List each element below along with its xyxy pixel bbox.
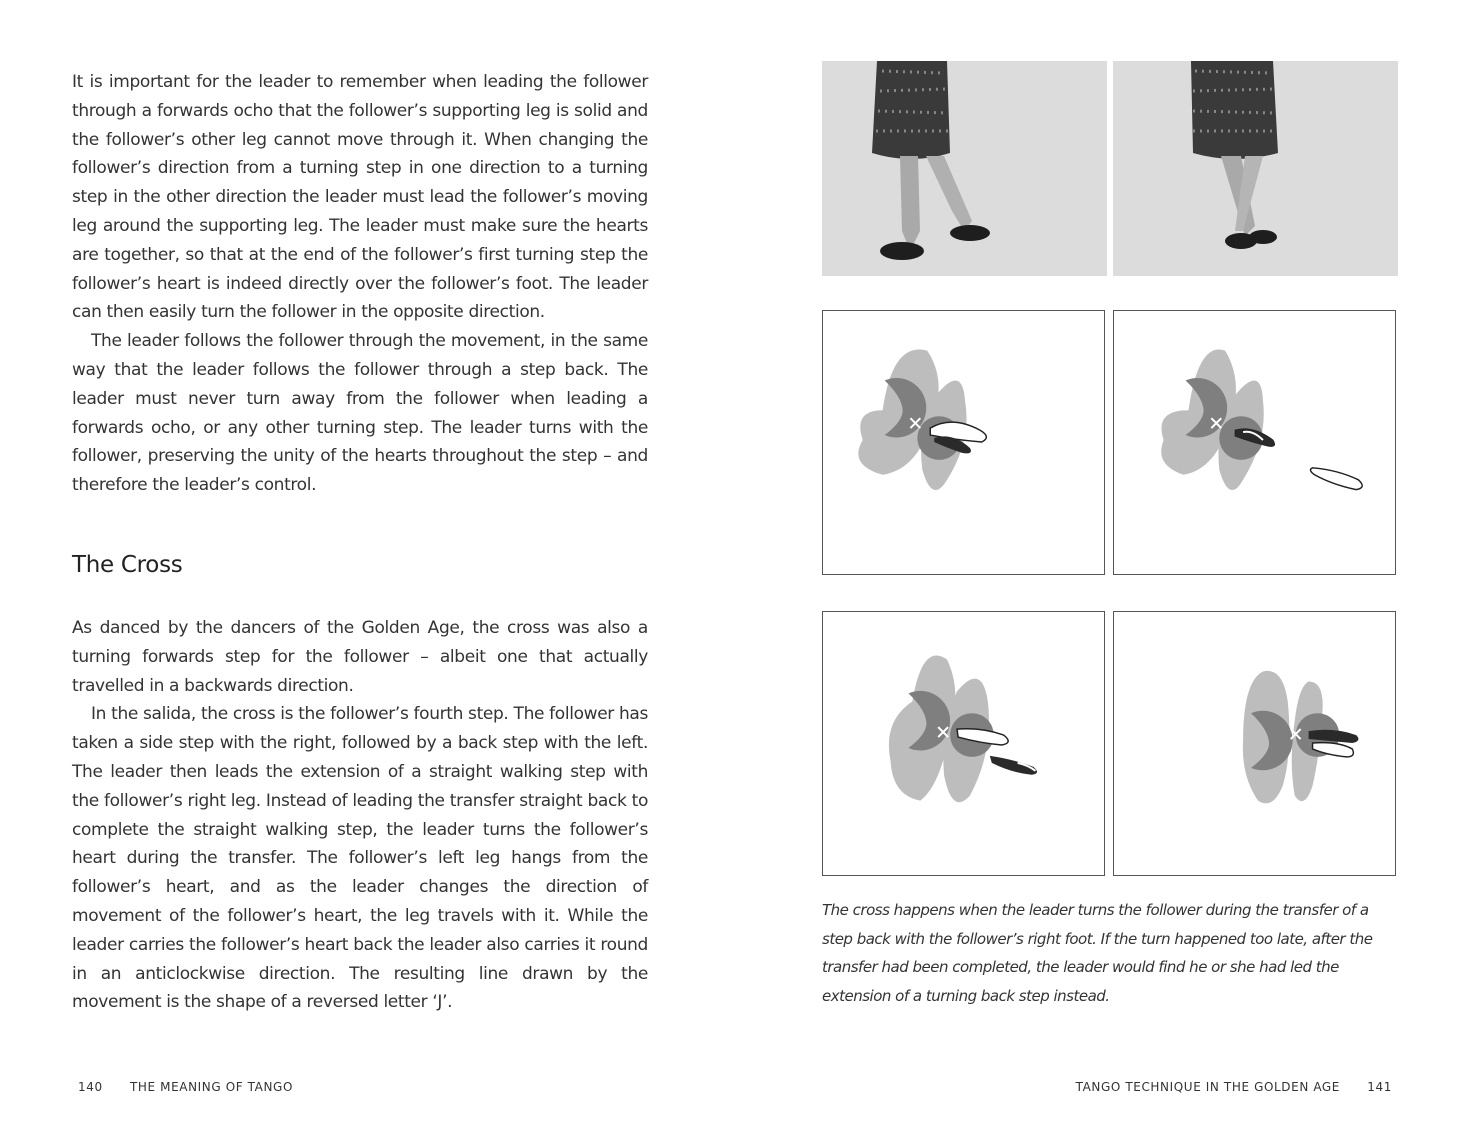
photo-feet-step-1 bbox=[822, 61, 1107, 276]
section-heading: The Cross bbox=[72, 552, 183, 578]
paragraph: The leader follows the follower through the movement, in the same way that the leader follows the follower through a step back. The leader must never turn away from the follower when leading a forwards ocho, or any other turning step. The leader turns with the follower, preserving the unity of the hearts throughout the step – and therefore the leader’s control. bbox=[72, 331, 648, 496]
running-title: THE MEANING OF TANGO bbox=[130, 1080, 293, 1094]
photo-feet-step-2 bbox=[1113, 61, 1398, 276]
page-number: 141 bbox=[1367, 1080, 1392, 1094]
step-diagram-2 bbox=[1113, 310, 1396, 575]
paragraph: As danced by the dancers of the Golden Age, the cross was also a turning forwards step for the follower – albeit one that actually travelled in a backwards direction. bbox=[72, 618, 648, 696]
paragraph: It is important for the leader to remember when leading the follower through a forwards ocho that the follower’s supporting leg is solid and the follower’s other leg cannot move through it. When changing the follower’s direction from a turning step in one direction to a turning step in the other direction the leader must lead the follower’s moving leg around the supporting leg. The leader must make sure the hearts are together, so that at the end of the follower’s first turning step the follower’s heart is indeed directly over the follower’s foot. The leader can then easily turn the follower in the opposite direction. bbox=[72, 72, 648, 323]
paragraph: In the salida, the cross is the follower’s fourth step. The follower has taken a side step with the right, followed by a back step with the left. The leader then leads the extension of a straight walking step with the follower’s right leg. Instead of leading the transfer straight back to complete the straight walking step, the leader turns the follower’s heart during the transfer. The follower’s left leg hangs from the follower’s heart, and as the leader changes the direction of movement of the follower’s heart, the leg travels with it. While the leader carries the follower’s heart back the leader also carries it round in an anticlockwise direction. The resulting line drawn by the movement is the shape of a reversed letter ‘J’. bbox=[72, 704, 648, 1013]
body-text-block-1 bbox=[72, 68, 648, 500]
right-page bbox=[735, 0, 1470, 1129]
step-diagram-4 bbox=[1113, 611, 1396, 876]
step-diagram-1 bbox=[822, 310, 1105, 575]
page-number: 140 bbox=[78, 1080, 103, 1094]
figure-caption: The cross happens when the leader turns the follower during the transfer of a step back with the follower’s right foot. If the turn happened too late, after the transfer had been completed, the leader would find he or she had led the extension of a turning back step instead. bbox=[822, 901, 1373, 1005]
body-text-block-2 bbox=[72, 614, 648, 1017]
running-title: TANGO TECHNIQUE IN THE GOLDEN AGE bbox=[1075, 1080, 1340, 1094]
step-diagram-3 bbox=[822, 611, 1105, 876]
